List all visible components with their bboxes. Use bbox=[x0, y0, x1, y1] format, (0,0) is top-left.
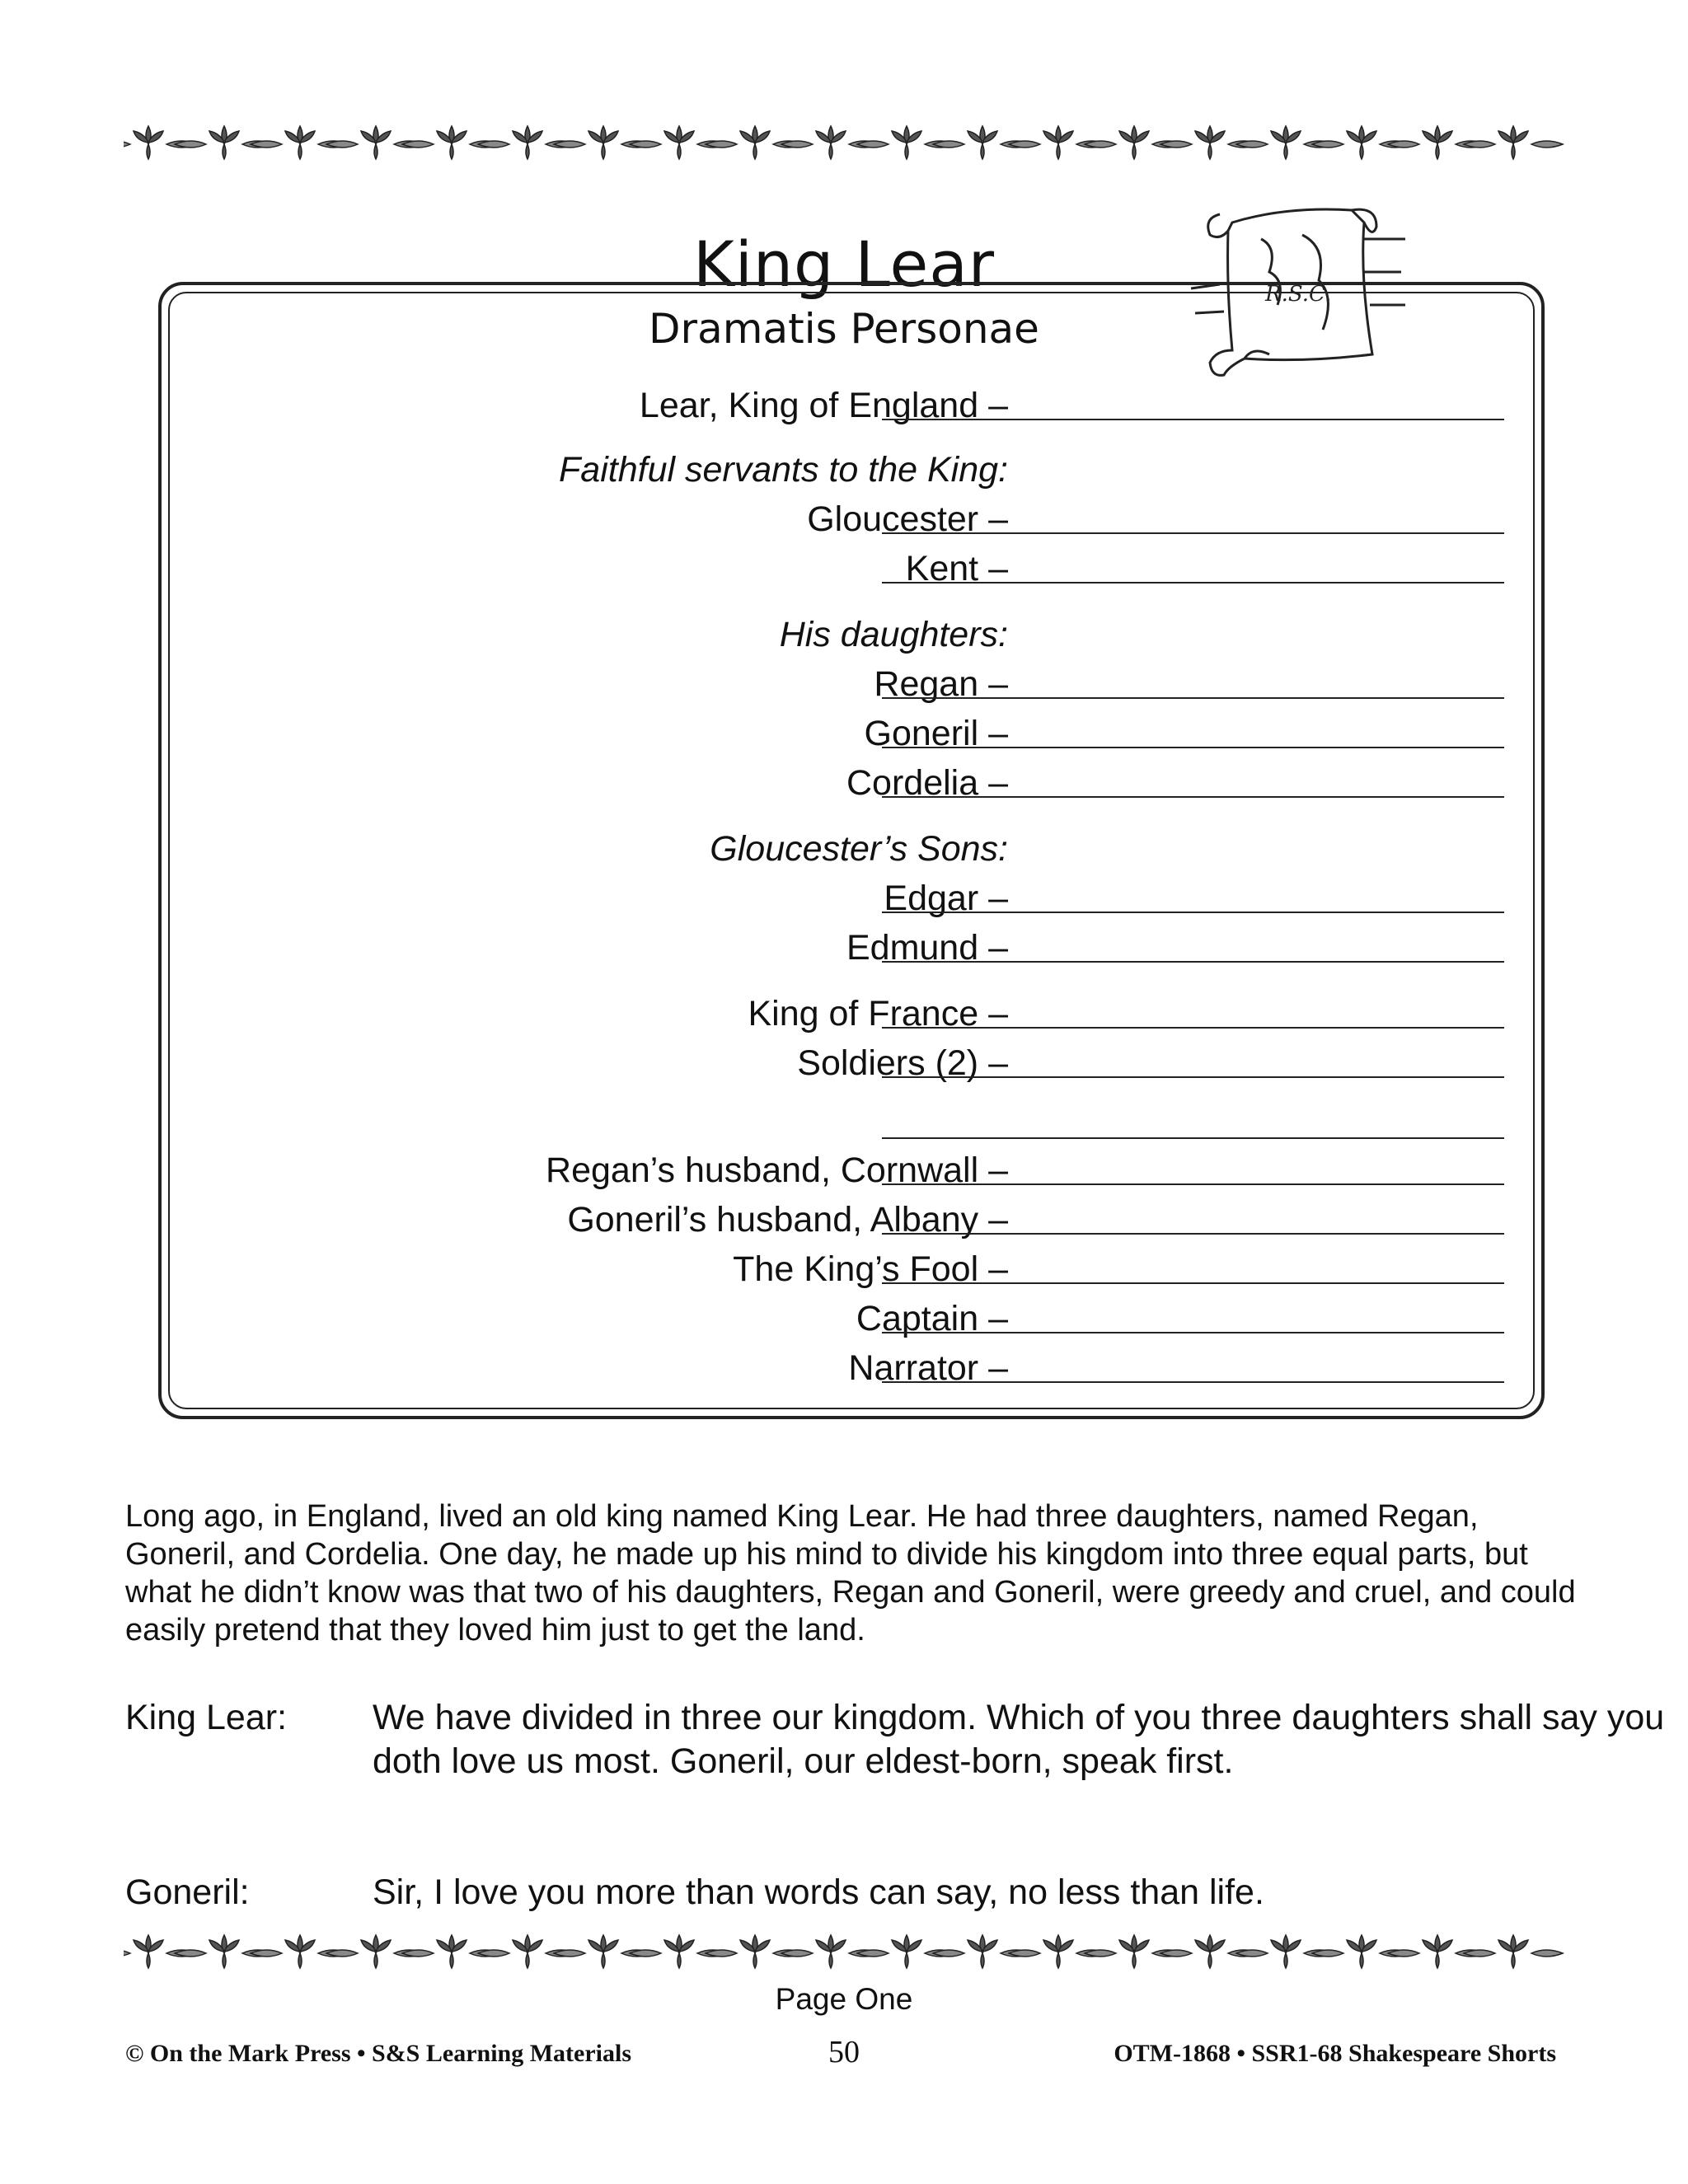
cast-role-label: Lear, King of England – bbox=[639, 386, 1008, 425]
cast-role bbox=[198, 923, 1517, 972]
footer-page-number: 50 bbox=[828, 2035, 860, 2069]
cast-role bbox=[198, 1294, 1517, 1343]
speaker-line: We have divided in three our kingdom. Which of you three daughters shall say you doth love us most. Goneril, our eldest-born, speak first. bbox=[373, 1698, 1665, 1781]
cast-role bbox=[198, 709, 1517, 758]
cast-group-label: Gloucester’s Sons: bbox=[710, 829, 1008, 869]
cast-role bbox=[198, 989, 1517, 1038]
blank-answer-line[interactable] bbox=[882, 961, 1504, 963]
cast-role-label: Captain – bbox=[856, 1299, 1008, 1338]
cast-group-label: Faithful servants to the King: bbox=[559, 450, 1008, 490]
cast-role bbox=[198, 1244, 1517, 1294]
cast-role-label: Edmund – bbox=[846, 928, 1008, 968]
blank-answer-line[interactable] bbox=[882, 747, 1504, 748]
cast-role bbox=[198, 1195, 1517, 1244]
cast-role bbox=[198, 659, 1517, 709]
blank-answer-line[interactable] bbox=[882, 532, 1504, 534]
cast-role-label: Goneril – bbox=[864, 714, 1008, 753]
cast-group bbox=[198, 610, 1517, 659]
cast-group bbox=[198, 445, 1517, 494]
cast-heading: Dramatis Personae bbox=[649, 305, 1039, 353]
blank-answer-line[interactable] bbox=[882, 1381, 1504, 1383]
speaker-line: Sir, I love you more than words can say, no less than life. bbox=[373, 1872, 1264, 1912]
blank-answer-line[interactable] bbox=[882, 1332, 1504, 1333]
cast-role-label: Gloucester – bbox=[807, 499, 1008, 539]
cast-role bbox=[198, 1038, 1517, 1088]
blank-answer-line[interactable] bbox=[882, 1076, 1504, 1078]
logo-text: R.S.C. bbox=[1265, 282, 1332, 307]
cast-role-label: Regan – bbox=[874, 664, 1008, 704]
cast-role-label: Narrator – bbox=[848, 1348, 1008, 1388]
blank-answer-line[interactable] bbox=[882, 1282, 1504, 1284]
cast-role-label: Soldiers (2) – bbox=[797, 1043, 1008, 1083]
speaker-name: Goneril: bbox=[125, 1872, 250, 1912]
blank-answer-line[interactable] bbox=[882, 1233, 1504, 1235]
blank-answer-line[interactable] bbox=[882, 1137, 1504, 1139]
cast-role bbox=[198, 544, 1517, 593]
cast-role bbox=[198, 874, 1517, 923]
blank-answer-line[interactable] bbox=[882, 697, 1504, 699]
cast-role bbox=[198, 1343, 1517, 1393]
blank-answer-line[interactable] bbox=[882, 912, 1504, 913]
cast-role bbox=[198, 1146, 1517, 1195]
footer-publisher: © On the Mark Press • S&S Learning Materials bbox=[125, 2040, 631, 2067]
speaker-name: King Lear: bbox=[125, 1698, 288, 1737]
footer-product-code: OTM-1868 • SSR1-68 Shakespeare Shorts bbox=[1114, 2040, 1556, 2067]
cast-role-label: Goneril’s husband, Albany – bbox=[567, 1200, 1008, 1240]
blank-answer-line[interactable] bbox=[882, 1027, 1504, 1029]
cast-role bbox=[198, 381, 1517, 430]
decorative-border-top bbox=[124, 120, 1566, 169]
cast-role-label: Edgar – bbox=[884, 879, 1008, 918]
page-title: King Lear bbox=[692, 227, 996, 301]
cast-role-label: The King’s Fool – bbox=[733, 1249, 1008, 1289]
blank-answer-line[interactable] bbox=[882, 1183, 1504, 1185]
page-label: Page One bbox=[775, 1982, 913, 2016]
cast-role bbox=[198, 494, 1517, 544]
cast-role-label: King of France – bbox=[748, 994, 1008, 1033]
cast-role-label: Kent – bbox=[905, 549, 1008, 588]
fleur-border-icon bbox=[124, 120, 1566, 169]
intro-paragraph: Long ago, in England, lived an old king named King Lear. He had three daughters, named Regan, Goneril, and Cordelia. One day, he made up his mind to divide his kingdom into three equal parts, but what he didn’t know was that two of his daughters, Regan and Goneril, were greedy and cruel, and could easily pretend that they loved him just to get the land. bbox=[125, 1499, 1576, 1647]
cast-role-label: Regan’s husband, Cornwall – bbox=[546, 1151, 1008, 1190]
cast-group-label: His daughters: bbox=[779, 615, 1008, 654]
cast-role bbox=[198, 758, 1517, 808]
cast-role-label: Cordelia – bbox=[846, 763, 1008, 803]
blank-answer-line[interactable] bbox=[882, 796, 1504, 798]
decorative-border-bottom bbox=[124, 1929, 1566, 1978]
blank-answer-line[interactable] bbox=[882, 419, 1504, 420]
cast-group bbox=[198, 824, 1517, 874]
fleur-border-icon bbox=[124, 1929, 1566, 1978]
blank-answer-line[interactable] bbox=[882, 582, 1504, 583]
